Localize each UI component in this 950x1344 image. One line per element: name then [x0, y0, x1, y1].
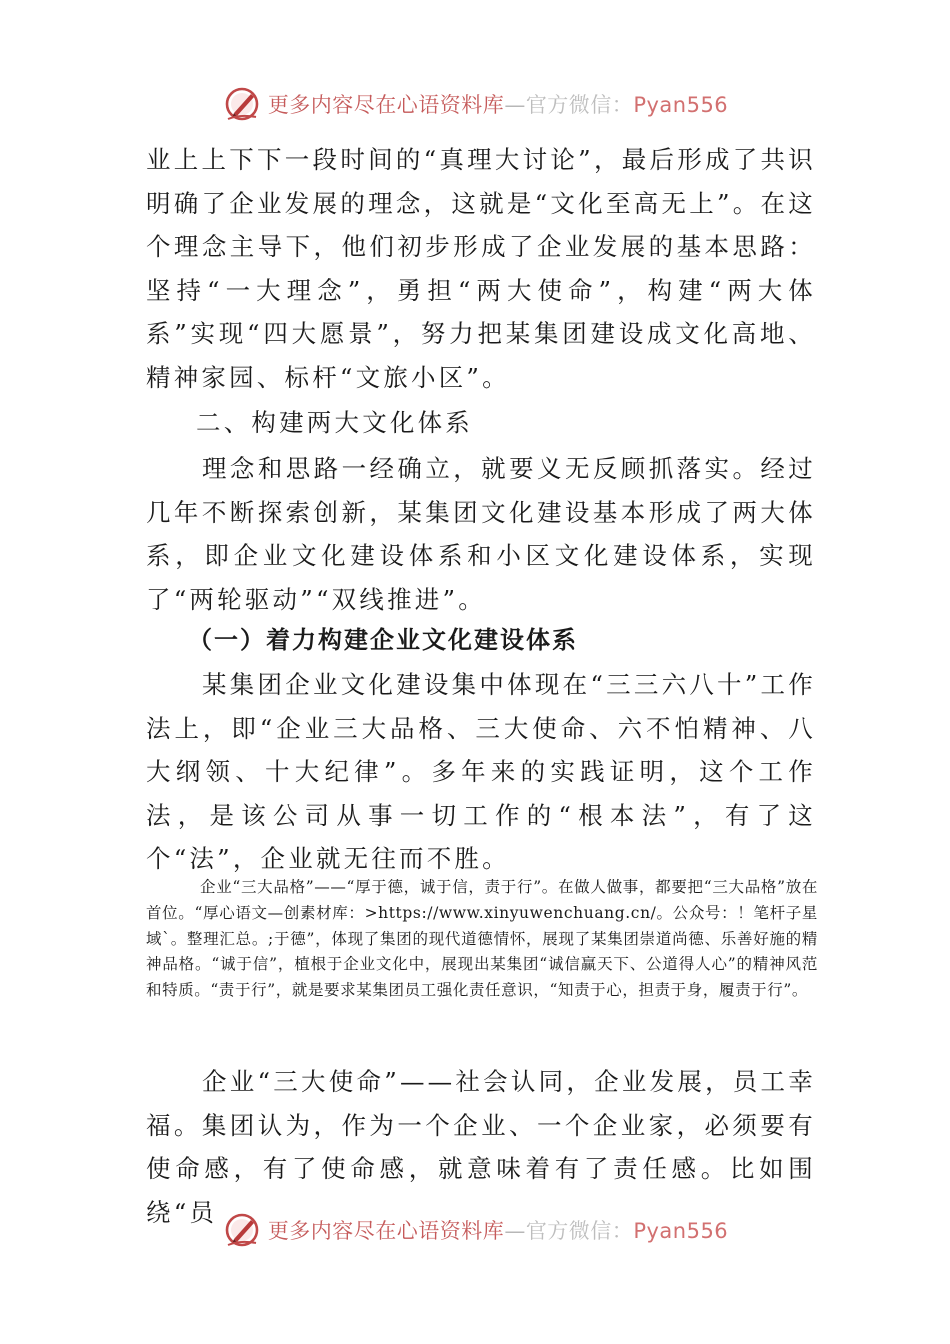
- section-heading-2: 二、构建两大文化体系: [196, 408, 473, 437]
- banner-wechat-id: Pyan556: [633, 93, 729, 117]
- pen-logo-icon: [222, 1209, 264, 1251]
- banner-text: [268, 89, 728, 119]
- paragraph-1: 业上上下下一段时间的“真理大讨论”，最后形成了共识明确了企业发展的理念，这就是“文化至高无上”。在这个理念主导下，他们初步形成了企业发展的基本思路：坚持“一大理念”，勇担“两大使命”，构建“两大体系”实现“四大愿景”，努力把某集团建设成文化高地、精神家园、标杆“文旅小区”。: [146, 145, 816, 392]
- banner-main-text: 更多内容尽在心语资料库: [267, 1219, 505, 1243]
- banner-separator: —: [504, 93, 526, 117]
- header-banner: [0, 80, 950, 128]
- paragraph-3: 某集团企业文化建设集中体现在“三三六八十”工作法上，即“企业三大品格、三大使命、六不怕精神、八大纲领、十大纪律”。多年来的实践证明，这个工作法，是该公司从事一切工作的“根本法”，有了这个“法”，企业就无往而不胜。: [146, 670, 816, 873]
- banner-wechat-id: Pyan556: [633, 1219, 729, 1243]
- paragraph-2: 理念和思路一经确立，就要义无反顾抓落实。经过几年不断探索创新，某集团文化建设基本形成了两大体系，即企业文化建设体系和小区文化建设体系，实现了“两轮驱动”“双线推进”。: [146, 454, 816, 614]
- pen-logo-icon: [222, 83, 264, 125]
- banner-separator: —: [504, 1219, 526, 1243]
- paragraph-4: 企业“三大使命”——社会认同，企业发展，员工幸福。集团认为，作为一个企业、一个企业家，必须要有使命感，有了使命感，就意味着有了责任感。比如围绕“员: [146, 1067, 816, 1227]
- subsection-heading-1: （一）着力构建企业文化建设体系: [188, 626, 578, 654]
- banner-text: [268, 1215, 728, 1245]
- paragraph-small: 企业“三大品格”——“厚于德，诚于信，责于行”。在做人做事，都要把“三大品格”放在首位。“厚心语文—创素材库：>https://www.xinyuwenchuang.cn/。公众号：！笔杆子星域`。整理汇总。;于德”，体现了集团的现代道德情怀，展现了某集团崇道尚德、乐善好施的精神品格。“诚于信”，植根于企业文化中，展现出某集团“诚信赢天下、公道得人心”的精神风范和特质。“责于行”，就是要求某集团员工强化责任意识，“知责于心，担责于身，履责于行”。: [146, 878, 818, 1000]
- banner-wechat-label: 官方微信：: [525, 1219, 634, 1243]
- footer-banner: [0, 1206, 950, 1254]
- banner-main-text: 更多内容尽在心语资料库: [267, 93, 505, 117]
- banner-wechat-label: 官方微信：: [525, 93, 634, 117]
